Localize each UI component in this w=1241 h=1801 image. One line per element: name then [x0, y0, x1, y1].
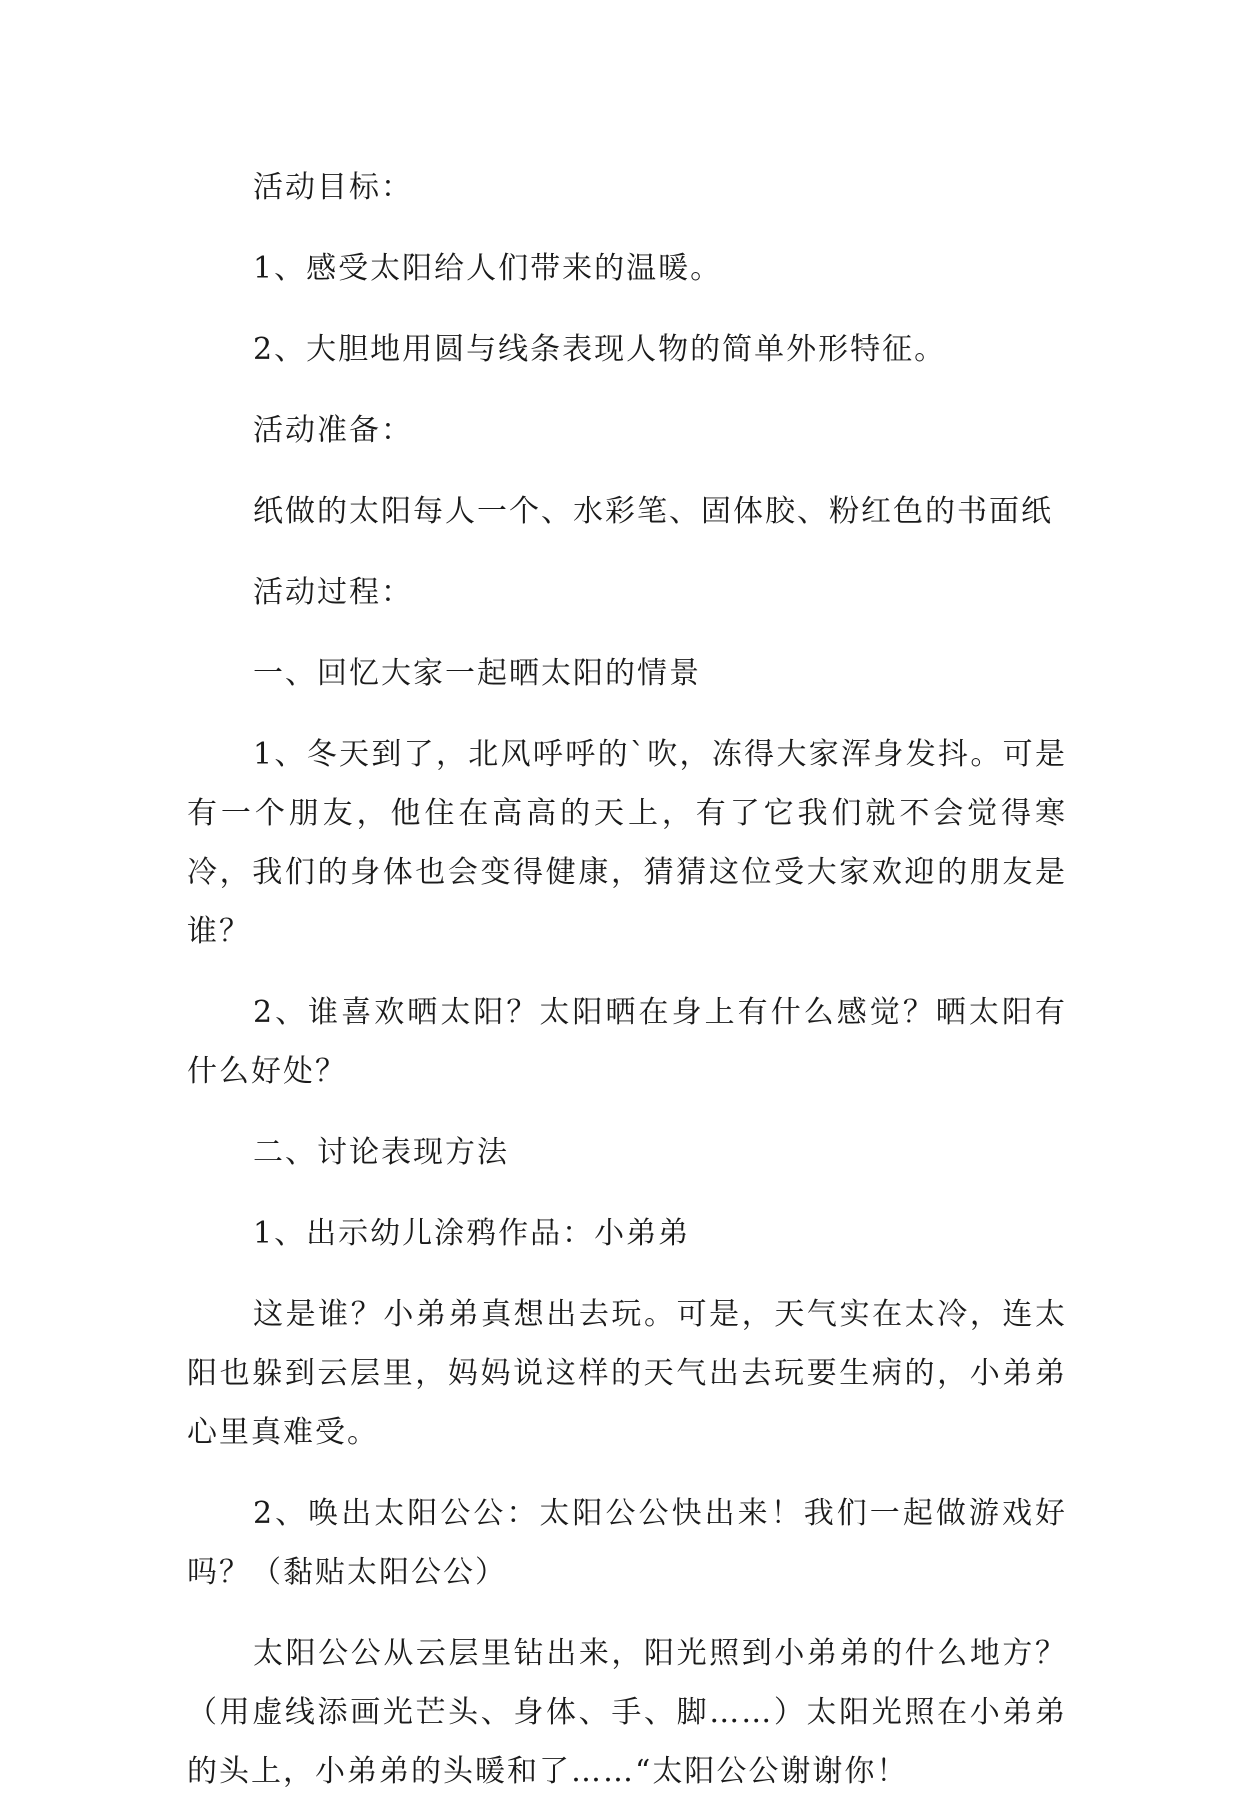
process-paragraph: 太阳公公从云层里钻出来，阳光照到小弟弟的什么地方？（用虚线添画光芒头、身体、手、脚……）太阳光照在小弟弟的头上，小弟弟的头暖和了……“太阳公公谢谢你！: [187, 1636, 1067, 1789]
process-paragraph: 1、冬天到了，北风呼呼的`吹，冻得大家浑身发抖。可是有一个朋友，他住在高高的天上，有了它我们就不会觉得寒冷，我们的身体也会变得健康，猜猜这位受大家欢迎的朋友是谁？: [187, 737, 1067, 949]
heading-activity-goals: 活动目标：: [253, 170, 413, 205]
process-paragraph: 2、谁喜欢晒太阳？太阳晒在身上有什么感觉？晒太阳有什么好处？: [187, 995, 1067, 1089]
goal-item-2: 2、大胆地用圆与线条表现人物的简单外形特征。: [253, 332, 947, 367]
document-page: [187, 158, 1067, 1801]
preparation-materials: 纸做的太阳每人一个、水彩笔、固体胶、粉红色的书面纸: [253, 494, 1053, 529]
section-heading-1: 一、回忆大家一起晒太阳的情景: [253, 656, 701, 691]
process-paragraph: 1、出示幼儿涂鸦作品：小弟弟: [253, 1216, 691, 1251]
heading-activity-process: 活动过程：: [253, 575, 413, 610]
process-paragraph: 这是谁？小弟弟真想出去玩。可是，天气实在太冷，连太阳也躲到云层里，妈妈说这样的天气出去玩要生病的，小弟弟心里真难受。: [187, 1297, 1067, 1450]
process-paragraph: 2、唤出太阳公公：太阳公公快出来！我们一起做游戏好吗？（黏贴太阳公公）: [187, 1496, 1067, 1590]
section-heading-2: 二、讨论表现方法: [253, 1135, 509, 1170]
goal-item-1: 1、感受太阳给人们带来的温暖。: [253, 251, 723, 286]
heading-activity-preparation: 活动准备：: [253, 413, 413, 448]
